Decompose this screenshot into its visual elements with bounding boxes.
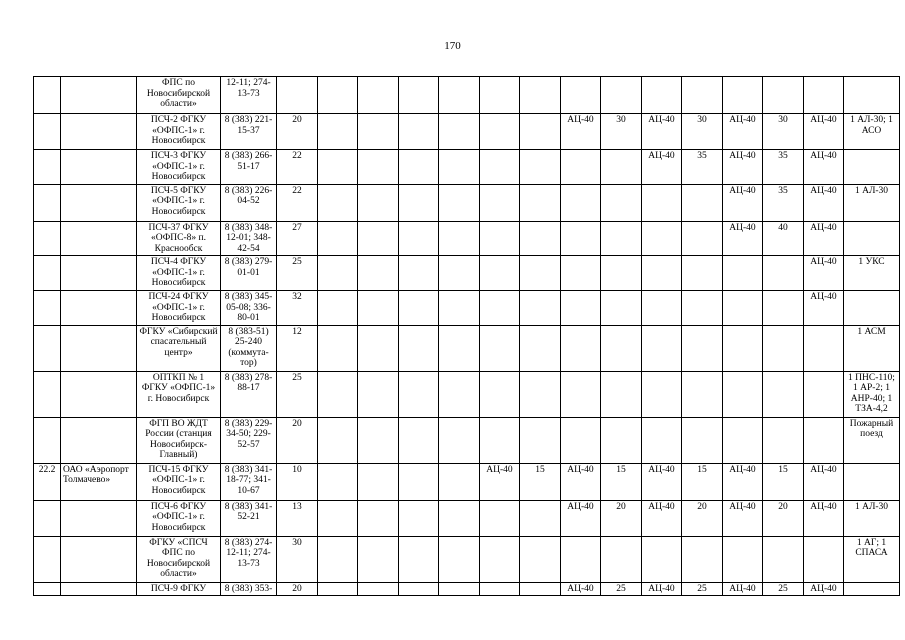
minutes-cell: [601, 536, 642, 582]
minutes-cell: [358, 77, 399, 114]
vehicle-cell: [318, 256, 358, 291]
minutes-cell: [439, 417, 480, 463]
arrival-time-cell: 20: [277, 417, 318, 463]
minutes-cell: [439, 221, 480, 256]
minutes-cell: 25: [763, 582, 804, 596]
phone-cell: 12-11; 274-13-73: [221, 77, 277, 114]
vehicle-cell: [561, 256, 601, 291]
vehicle-cell: [318, 150, 358, 185]
minutes-cell: [763, 536, 804, 582]
arrival-time-cell: 12: [277, 325, 318, 371]
vehicle-cell: [642, 325, 682, 371]
vehicle-cell: [318, 325, 358, 371]
vehicle-cell: [642, 184, 682, 221]
object-name-cell: [61, 371, 137, 417]
vehicle-cell: АЦ-40: [480, 463, 520, 500]
minutes-cell: 25: [601, 582, 642, 596]
row-number-cell: [34, 325, 61, 371]
vehicle-cell: [399, 221, 439, 256]
minutes-cell: [601, 417, 642, 463]
notes-cell: 1 АЛ-30: [844, 500, 900, 536]
row-number-cell: 22.2: [34, 463, 61, 500]
arrival-time-cell: 32: [277, 291, 318, 326]
minutes-cell: [439, 77, 480, 114]
vehicle-cell: АЦ-40: [804, 291, 844, 326]
minutes-cell: 25: [682, 582, 723, 596]
vehicle-cell: [723, 371, 763, 417]
minutes-cell: [763, 371, 804, 417]
vehicle-cell: АЦ-40: [804, 114, 844, 150]
vehicle-cell: [561, 536, 601, 582]
minutes-cell: [601, 325, 642, 371]
table-row: [34, 77, 900, 114]
phone-cell: 8 (383) 274-12-11; 274-13-73: [221, 536, 277, 582]
vehicle-cell: [318, 536, 358, 582]
row-number-cell: [34, 256, 61, 291]
vehicle-cell: [399, 184, 439, 221]
vehicle-cell: АЦ-40: [804, 184, 844, 221]
arrival-time-cell: 22: [277, 184, 318, 221]
vehicle-cell: [399, 256, 439, 291]
minutes-cell: [763, 256, 804, 291]
vehicle-cell: АЦ-40: [804, 221, 844, 256]
phone-cell: 8 (383) 348-12-01; 348-42-54: [221, 221, 277, 256]
vehicle-cell: [723, 291, 763, 326]
fire-unit-cell: ПСЧ-2 ФГКУ «ОФПС-1» г. Новосибирск: [137, 114, 221, 150]
vehicle-cell: [561, 77, 601, 114]
row-number-cell: [34, 77, 61, 114]
vehicle-cell: [480, 256, 520, 291]
minutes-cell: [601, 221, 642, 256]
vehicle-cell: [804, 417, 844, 463]
minutes-cell: [682, 325, 723, 371]
minutes-cell: [682, 291, 723, 326]
vehicle-cell: АЦ-40: [723, 114, 763, 150]
vehicle-cell: АЦ-40: [723, 500, 763, 536]
table-row: [34, 371, 900, 417]
table-row: [34, 256, 900, 291]
minutes-cell: [601, 291, 642, 326]
row-number-cell: [34, 221, 61, 256]
object-name-cell: [61, 417, 137, 463]
object-name-cell: [61, 325, 137, 371]
vehicle-cell: [642, 371, 682, 417]
minutes-cell: [520, 150, 561, 185]
object-name-cell: ОАО «Аэропорт Толмачево»: [61, 463, 137, 500]
minutes-cell: [601, 371, 642, 417]
vehicle-cell: АЦ-40: [804, 150, 844, 185]
minutes-cell: [601, 184, 642, 221]
arrival-time-cell: 25: [277, 256, 318, 291]
vehicle-cell: [399, 582, 439, 596]
minutes-cell: 35: [763, 150, 804, 185]
vehicle-cell: [561, 150, 601, 185]
vehicle-cell: [399, 371, 439, 417]
minutes-cell: [439, 291, 480, 326]
minutes-cell: [358, 325, 399, 371]
vehicle-cell: [399, 500, 439, 536]
notes-cell: [844, 221, 900, 256]
object-name-cell: [61, 500, 137, 536]
minutes-cell: [520, 77, 561, 114]
arrival-time-cell: 20: [277, 114, 318, 150]
vehicle-cell: АЦ-40: [804, 256, 844, 291]
vehicle-cell: АЦ-40: [723, 221, 763, 256]
minutes-cell: 30: [601, 114, 642, 150]
vehicle-cell: [642, 536, 682, 582]
vehicle-cell: [723, 256, 763, 291]
table-row: [34, 582, 900, 596]
minutes-cell: [358, 184, 399, 221]
object-name-cell: [61, 291, 137, 326]
minutes-cell: 30: [682, 114, 723, 150]
vehicle-cell: [480, 150, 520, 185]
object-name-cell: [61, 536, 137, 582]
fire-unit-cell: ФПС по Новосибирской области»: [137, 77, 221, 114]
arrival-time-cell: 27: [277, 221, 318, 256]
table-row: [34, 536, 900, 582]
vehicle-cell: АЦ-40: [723, 582, 763, 596]
notes-cell: 1 АГ; 1 СПАСА: [844, 536, 900, 582]
vehicle-cell: АЦ-40: [804, 500, 844, 536]
minutes-cell: [520, 325, 561, 371]
arrival-time-cell: [277, 77, 318, 114]
vehicle-cell: [318, 371, 358, 417]
minutes-cell: [601, 256, 642, 291]
minutes-cell: [358, 291, 399, 326]
vehicle-cell: АЦ-40: [723, 184, 763, 221]
minutes-cell: [358, 221, 399, 256]
vehicle-cell: [318, 221, 358, 256]
vehicle-cell: [561, 184, 601, 221]
vehicle-cell: [318, 184, 358, 221]
minutes-cell: 15: [520, 463, 561, 500]
minutes-cell: [601, 150, 642, 185]
vehicle-cell: [561, 325, 601, 371]
notes-cell: 1 АЛ-30; 1 АСО: [844, 114, 900, 150]
vehicle-cell: АЦ-40: [723, 463, 763, 500]
minutes-cell: [682, 184, 723, 221]
minutes-cell: 15: [763, 463, 804, 500]
vehicle-cell: [399, 463, 439, 500]
table-row: [34, 291, 900, 326]
minutes-cell: [358, 500, 399, 536]
vehicle-cell: [723, 417, 763, 463]
minutes-cell: [520, 221, 561, 256]
minutes-cell: [763, 291, 804, 326]
minutes-cell: [439, 582, 480, 596]
minutes-cell: [439, 371, 480, 417]
minutes-cell: 35: [682, 150, 723, 185]
vehicle-cell: [480, 184, 520, 221]
fire-response-table: [33, 76, 900, 596]
minutes-cell: [763, 77, 804, 114]
notes-cell: [844, 463, 900, 500]
minutes-cell: [358, 463, 399, 500]
vehicle-cell: [480, 417, 520, 463]
object-name-cell: [61, 114, 137, 150]
vehicle-cell: [399, 291, 439, 326]
vehicle-cell: АЦ-40: [804, 463, 844, 500]
minutes-cell: [439, 325, 480, 371]
vehicle-cell: АЦ-40: [642, 500, 682, 536]
minutes-cell: [358, 114, 399, 150]
row-number-cell: [34, 536, 61, 582]
minutes-cell: 20: [763, 500, 804, 536]
vehicle-cell: [561, 221, 601, 256]
vehicle-cell: АЦ-40: [561, 500, 601, 536]
notes-cell: 1 ПНС-110; 1 АР-2; 1 АНР-40; 1 ТЗА-4,2: [844, 371, 900, 417]
vehicle-cell: [399, 114, 439, 150]
notes-cell: Пожарный поезд: [844, 417, 900, 463]
fire-unit-cell: ФГКУ «Сибирский спасательный центр»: [137, 325, 221, 371]
row-number-cell: [34, 114, 61, 150]
minutes-cell: [520, 371, 561, 417]
fire-unit-cell: ПСЧ-4 ФГКУ «ОФПС-1» г. Новосибирск: [137, 256, 221, 291]
notes-cell: [844, 77, 900, 114]
vehicle-cell: [399, 536, 439, 582]
fire-unit-cell: ПСЧ-15 ФГКУ «ОФПС-1» г. Новосибирск: [137, 463, 221, 500]
table-row: [34, 150, 900, 185]
minutes-cell: [682, 371, 723, 417]
vehicle-cell: [318, 582, 358, 596]
minutes-cell: [358, 371, 399, 417]
fire-unit-cell: ФГКУ «СПСЧ ФПС по Новосибирской области»: [137, 536, 221, 582]
fire-unit-cell: ПСЧ-9 ФГКУ: [137, 582, 221, 596]
minutes-cell: [439, 536, 480, 582]
minutes-cell: 40: [763, 221, 804, 256]
vehicle-cell: [561, 417, 601, 463]
fire-unit-cell: ПСЧ-3 ФГКУ «ОФПС-1» г. Новосибирск: [137, 150, 221, 185]
row-number-cell: [34, 500, 61, 536]
vehicle-cell: [480, 114, 520, 150]
row-number-cell: [34, 582, 61, 596]
minutes-cell: [520, 291, 561, 326]
vehicle-cell: АЦ-40: [561, 582, 601, 596]
vehicle-cell: [642, 291, 682, 326]
minutes-cell: [682, 417, 723, 463]
table-row: [34, 417, 900, 463]
minutes-cell: [439, 184, 480, 221]
minutes-cell: [439, 500, 480, 536]
phone-cell: 8 (383) 345-05-08; 336-80-01: [221, 291, 277, 326]
vehicle-cell: [480, 291, 520, 326]
vehicle-cell: [642, 256, 682, 291]
vehicle-cell: [804, 536, 844, 582]
vehicle-cell: [399, 77, 439, 114]
phone-cell: 8 (383) 279-01-01: [221, 256, 277, 291]
notes-cell: 1 АЛ-30: [844, 184, 900, 221]
minutes-cell: [520, 114, 561, 150]
minutes-cell: [439, 114, 480, 150]
minutes-cell: [601, 77, 642, 114]
vehicle-cell: [804, 77, 844, 114]
vehicle-cell: АЦ-40: [804, 582, 844, 596]
row-number-cell: [34, 291, 61, 326]
vehicle-cell: [561, 291, 601, 326]
object-name-cell: [61, 221, 137, 256]
notes-cell: [844, 582, 900, 596]
fire-unit-cell: ПСЧ-24 ФГКУ «ОФПС-1» г. Новосибирск: [137, 291, 221, 326]
vehicle-cell: [399, 417, 439, 463]
vehicle-cell: АЦ-40: [561, 114, 601, 150]
minutes-cell: [358, 150, 399, 185]
table-row: [34, 184, 900, 221]
vehicle-cell: [804, 325, 844, 371]
minutes-cell: 35: [763, 184, 804, 221]
phone-cell: 8 (383) 278-88-17: [221, 371, 277, 417]
minutes-cell: [682, 77, 723, 114]
phone-cell: 8 (383) 341-52-21: [221, 500, 277, 536]
vehicle-cell: [480, 371, 520, 417]
table-row: [34, 221, 900, 256]
row-number-cell: [34, 150, 61, 185]
minutes-cell: [439, 150, 480, 185]
vehicle-cell: АЦ-40: [642, 150, 682, 185]
row-number-cell: [34, 184, 61, 221]
minutes-cell: [439, 463, 480, 500]
arrival-time-cell: 25: [277, 371, 318, 417]
vehicle-cell: АЦ-40: [642, 114, 682, 150]
minutes-cell: 30: [763, 114, 804, 150]
table-row: [34, 325, 900, 371]
notes-cell: 1 АСМ: [844, 325, 900, 371]
table-row: [34, 463, 900, 500]
minutes-cell: 20: [601, 500, 642, 536]
fire-unit-cell: ПСЧ-5 ФГКУ «ОФПС-1» г. Новосибирск: [137, 184, 221, 221]
vehicle-cell: [318, 500, 358, 536]
phone-cell: 8 (383-51) 25-240 (коммута-тор): [221, 325, 277, 371]
minutes-cell: [520, 184, 561, 221]
phone-cell: 8 (383) 341-18-77; 341-10-67: [221, 463, 277, 500]
minutes-cell: [358, 582, 399, 596]
fire-unit-cell: ОПТКП № 1 ФГКУ «ОФПС-1» г. Новосибирск: [137, 371, 221, 417]
arrival-time-cell: 13: [277, 500, 318, 536]
notes-cell: 1 УКС: [844, 256, 900, 291]
vehicle-cell: [723, 325, 763, 371]
vehicle-cell: АЦ-40: [561, 463, 601, 500]
minutes-cell: 15: [601, 463, 642, 500]
minutes-cell: [520, 536, 561, 582]
fire-unit-cell: ФГП ВО ЖДТ России (станция Новосибирск-Главный): [137, 417, 221, 463]
vehicle-cell: АЦ-40: [723, 150, 763, 185]
vehicle-cell: [723, 536, 763, 582]
vehicle-cell: АЦ-40: [642, 582, 682, 596]
table-row: [34, 500, 900, 536]
object-name-cell: [61, 150, 137, 185]
vehicle-cell: [480, 221, 520, 256]
vehicle-cell: [318, 417, 358, 463]
row-number-cell: [34, 371, 61, 417]
minutes-cell: [520, 256, 561, 291]
minutes-cell: 15: [682, 463, 723, 500]
phone-cell: 8 (383) 221-15-37: [221, 114, 277, 150]
minutes-cell: [520, 582, 561, 596]
minutes-cell: [358, 256, 399, 291]
minutes-cell: [358, 417, 399, 463]
arrival-time-cell: 20: [277, 582, 318, 596]
minutes-cell: [763, 417, 804, 463]
vehicle-cell: [723, 77, 763, 114]
minutes-cell: [763, 325, 804, 371]
vehicle-cell: [480, 325, 520, 371]
fire-unit-cell: ПСЧ-6 ФГКУ «ОФПС-1» г. Новосибирск: [137, 500, 221, 536]
minutes-cell: [358, 536, 399, 582]
phone-cell: 8 (383) 226-04-52: [221, 184, 277, 221]
minutes-cell: 20: [682, 500, 723, 536]
vehicle-cell: [480, 536, 520, 582]
object-name-cell: [61, 582, 137, 596]
fire-unit-cell: ПСЧ-37 ФГКУ «ОФПС-8» п. Краснообск: [137, 221, 221, 256]
vehicle-cell: [318, 114, 358, 150]
minutes-cell: [682, 536, 723, 582]
arrival-time-cell: 10: [277, 463, 318, 500]
vehicle-cell: [480, 77, 520, 114]
object-name-cell: [61, 256, 137, 291]
object-name-cell: [61, 184, 137, 221]
notes-cell: [844, 150, 900, 185]
phone-cell: 8 (383) 353-: [221, 582, 277, 596]
vehicle-cell: [804, 371, 844, 417]
table-row: [34, 114, 900, 150]
phone-cell: 8 (383) 266-51-17: [221, 150, 277, 185]
vehicle-cell: [318, 291, 358, 326]
vehicle-cell: [318, 77, 358, 114]
row-number-cell: [34, 417, 61, 463]
arrival-time-cell: 30: [277, 536, 318, 582]
minutes-cell: [520, 417, 561, 463]
vehicle-cell: [642, 417, 682, 463]
vehicle-cell: [480, 582, 520, 596]
vehicle-cell: [642, 221, 682, 256]
vehicle-cell: [561, 371, 601, 417]
page-number: 170: [444, 40, 461, 52]
vehicle-cell: [399, 150, 439, 185]
vehicle-cell: [318, 463, 358, 500]
arrival-time-cell: 22: [277, 150, 318, 185]
vehicle-cell: [399, 325, 439, 371]
minutes-cell: [439, 256, 480, 291]
vehicle-cell: АЦ-40: [642, 463, 682, 500]
notes-cell: [844, 291, 900, 326]
phone-cell: 8 (383) 229-34-50; 229-52-57: [221, 417, 277, 463]
vehicle-cell: [642, 77, 682, 114]
minutes-cell: [520, 500, 561, 536]
minutes-cell: [682, 256, 723, 291]
minutes-cell: [682, 221, 723, 256]
object-name-cell: [61, 77, 137, 114]
vehicle-cell: [480, 500, 520, 536]
